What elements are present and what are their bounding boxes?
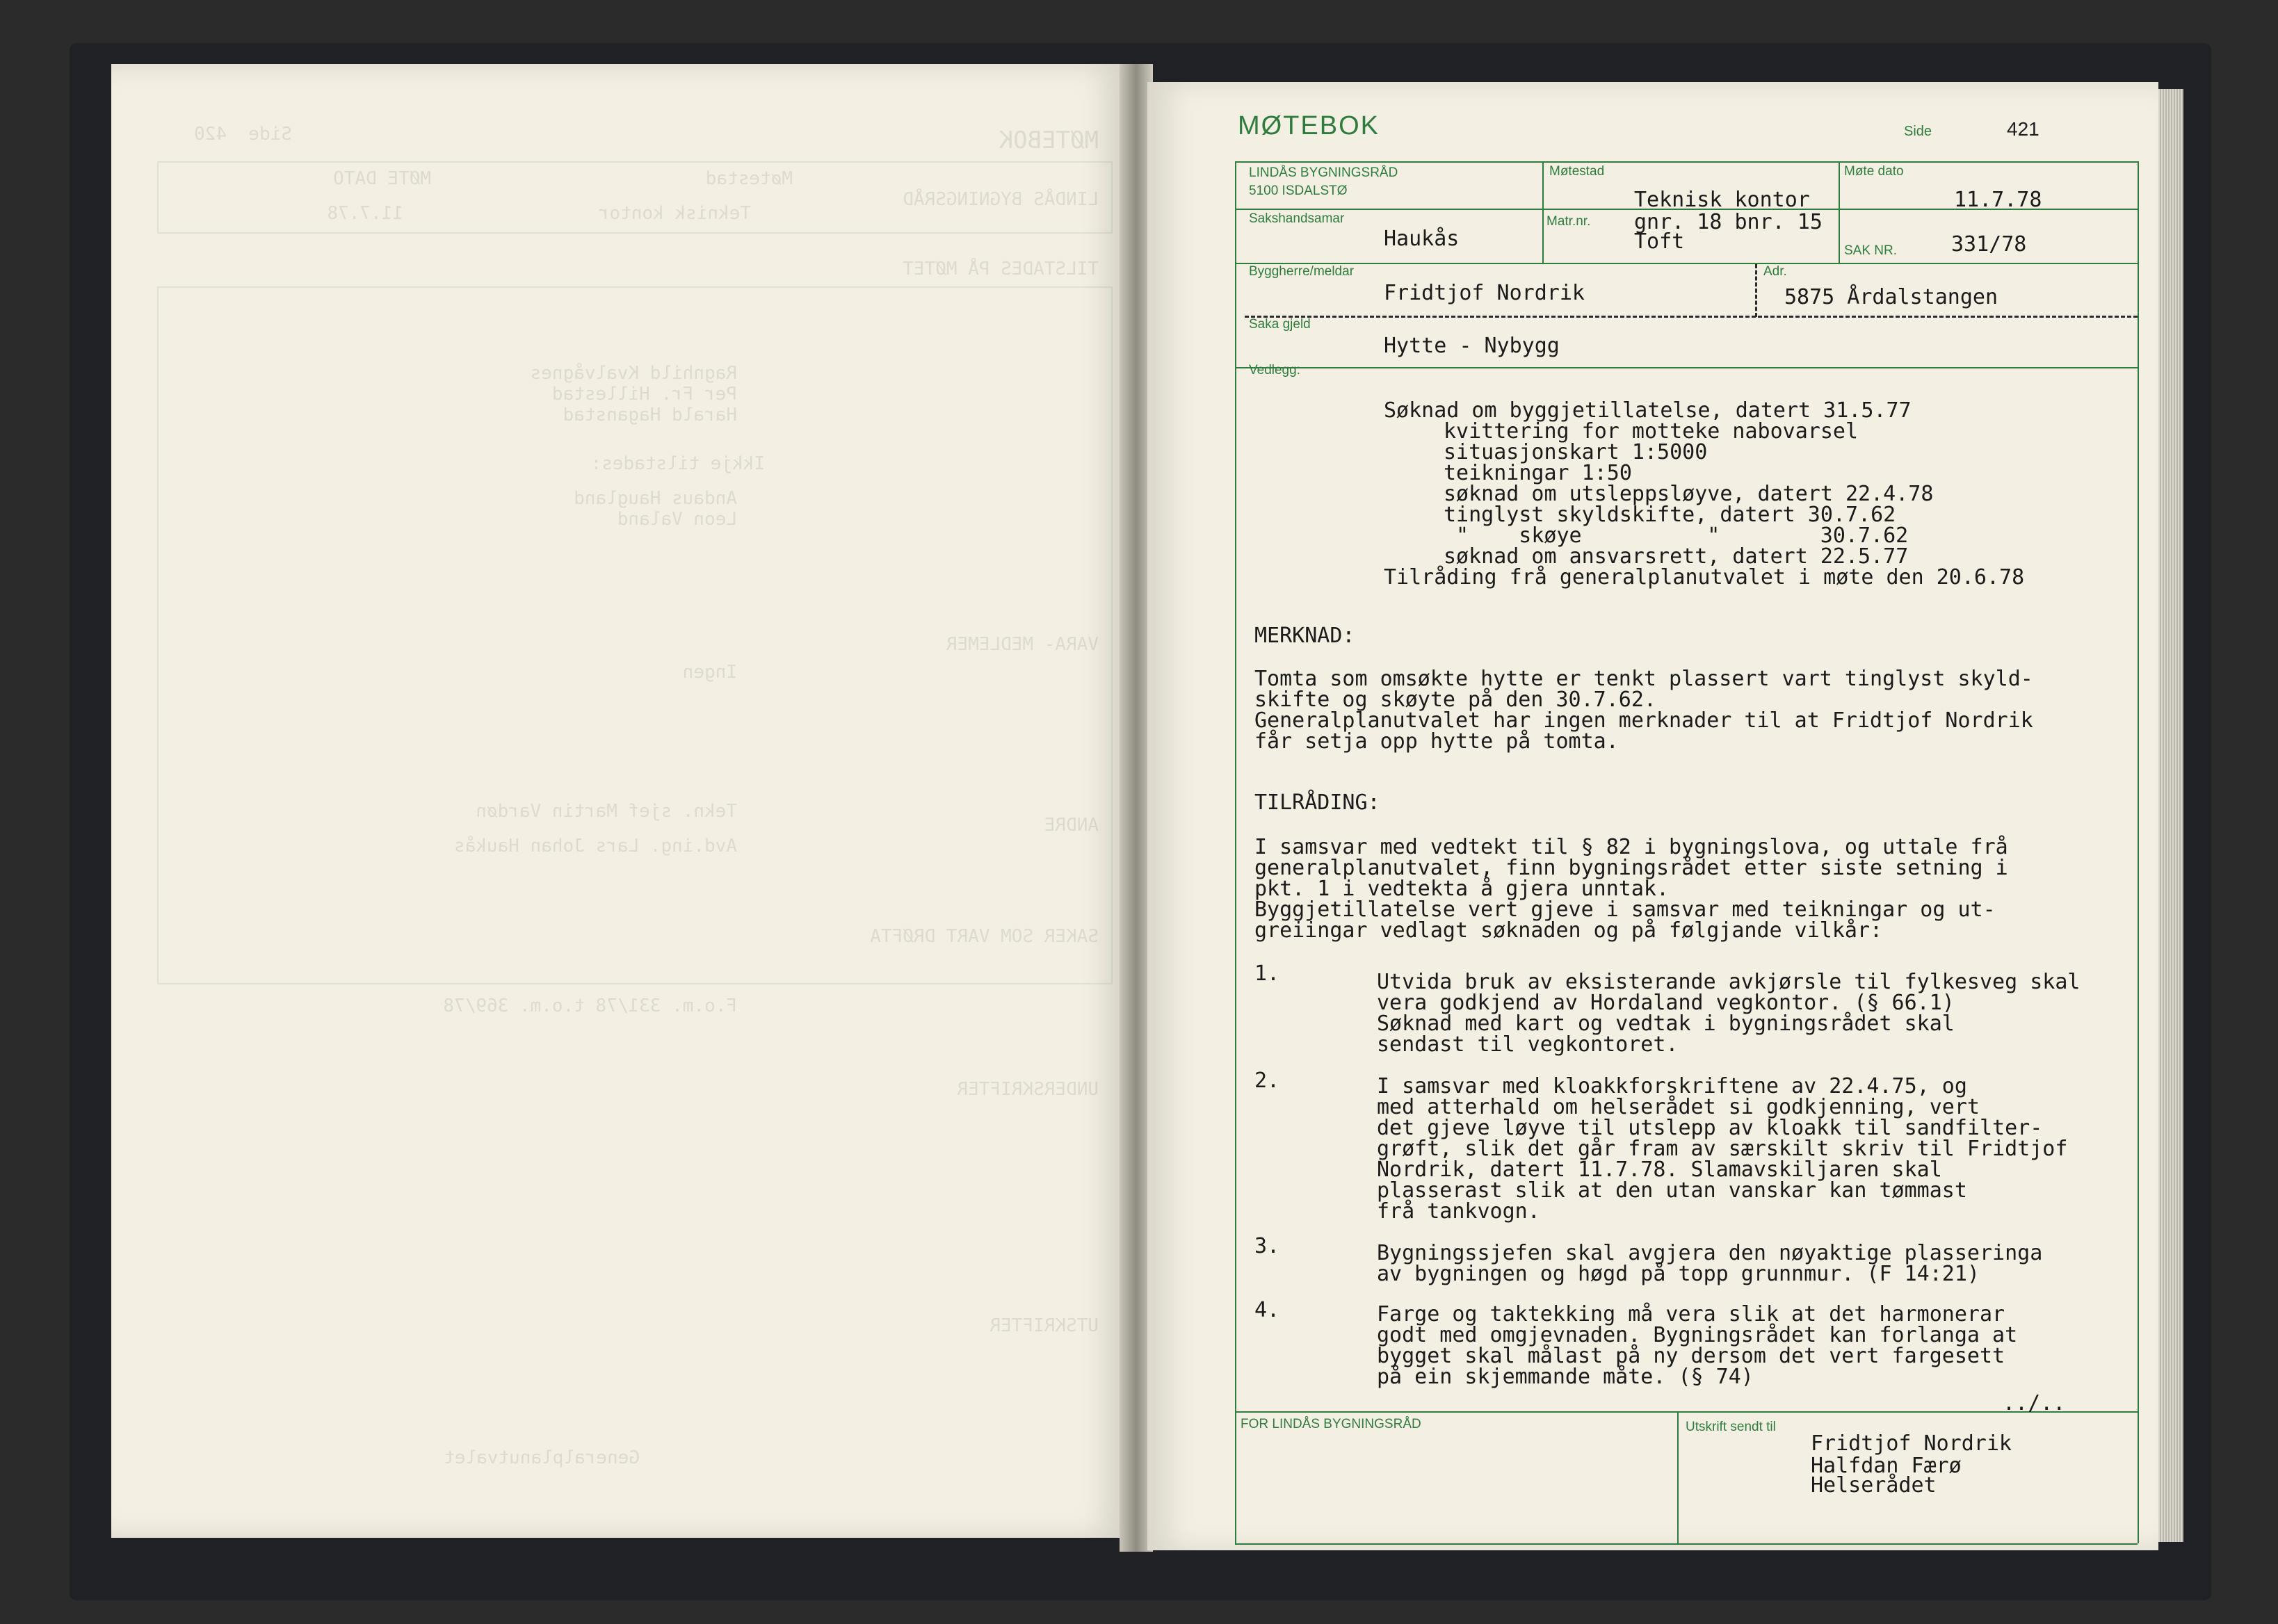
vedlegg-item: Tilråding frå generalplanutvalet i møte den 20.6.78 <box>1384 565 2025 590</box>
ghost-line: Andaus Haugland <box>574 488 737 509</box>
recipient: Fridtjof Nordrik <box>1811 1431 2012 1456</box>
vilkar-line: Farge og taktekking må vera slik at det harmonerar <box>1377 1302 2005 1326</box>
ghost-line: UNDERSKRIFTER <box>957 1079 1099 1100</box>
vedlegg-item: teikningar 1:50 <box>1444 461 1632 485</box>
ghost-line: Ragnhild Kvalvågnes <box>530 363 737 384</box>
vilkar-line: av bygningen og høgd på topp grunnmur. (F 14:21) <box>1377 1262 1980 1286</box>
ghost-line: Leon Valand <box>617 509 737 530</box>
merknad-heading: MERKNAD: <box>1254 624 1355 648</box>
merknad-line: skifte og skøyte på den 30.7.62. <box>1254 688 1656 712</box>
vilkar-line: frå tankvogn. <box>1377 1199 1540 1224</box>
ghost-line: VARA- MEDLEMER <box>946 634 1099 655</box>
merknad-line: Generalplanutvalet har ingen merknader til at Fridtjof Nordrik <box>1254 708 2033 733</box>
form-border-right <box>2138 161 2139 1543</box>
motestad-label: Møtestad <box>1549 164 1605 179</box>
sak-nr-label: SAK NR. <box>1844 243 1898 258</box>
adr-divider <box>1755 264 1757 317</box>
recipient: Halfdan Færø <box>1811 1454 1962 1478</box>
merknad-line: får setja opp hytte på tomta. <box>1254 729 1619 754</box>
ghost-line: Ingen <box>682 662 737 683</box>
saka-gjeld-value: Hytte - Nybygg <box>1384 334 1560 358</box>
mote-dato-label: Møte dato <box>1844 164 1904 179</box>
vedlegg-item: kvittering for motteke nabovarsel <box>1444 419 1859 444</box>
merknad-line: Tomta som omsøkte hytte er tenkt plassert vart tinglyst skyld- <box>1254 667 2033 691</box>
ghost-line: Tekn. sjef Martin Vardøn <box>476 801 737 822</box>
org-address: 5100 ISDALSTØ <box>1249 184 1348 198</box>
matr-label: Matr.nr. <box>1546 214 1591 229</box>
tilraading-line: I samsvar med vedtekt til § 82 i bygningslova, og uttale frå <box>1254 835 2008 859</box>
page-title: MØTEBOK <box>1238 111 1380 140</box>
for-label: FOR LINDÅS BYGNINGSRÅD <box>1241 1417 1421 1431</box>
vilkar-number: 2. <box>1254 1069 1280 1093</box>
sak-nr-value: 331/78 <box>1951 232 2027 257</box>
vedlegg-item: Søknad om byggjetillatelse, datert 31.5.77 <box>1384 398 1912 423</box>
vilkar-number: 1. <box>1254 961 1280 986</box>
vilkar-line: bygget skal målast på ny dersom det vert fargesett <box>1377 1344 2005 1368</box>
vilkar-line: plasserast slik at den utan vanskar kan tømmast <box>1377 1178 1967 1203</box>
sakshandsamar-value: Haukås <box>1384 227 1460 251</box>
mote-dato-value: 11.7.78 <box>1954 188 2042 212</box>
ghost-line: Møtestad <box>705 168 793 189</box>
vilkar-line: Bygningssjefen skal avgjera den nøyaktige plasseringa <box>1377 1241 2043 1265</box>
form-rule <box>1235 367 2138 368</box>
org-name: LINDÅS BYGNINGSRÅD <box>1249 165 1398 180</box>
ghost-line: Teknisk kontor <box>598 203 751 224</box>
vilkar-line: Nordrik, datert 11.7.78. Slamavskiljaren skal <box>1377 1158 1942 1182</box>
footer-divider <box>1677 1411 1679 1543</box>
ghost-line: UTSKRIFTER <box>989 1315 1099 1336</box>
byggherre-value: Fridtjof Nordrik <box>1384 281 1585 305</box>
motestad-value: Teknisk kontor <box>1634 188 1810 212</box>
utskrift-label: Utskrift sendt til <box>1686 1420 1776 1434</box>
vilkar-line: Utvida bruk av eksisterande avkjørsle til fylkesveg skal <box>1377 970 2081 994</box>
ghost-line: LINDÅS BYGNINGSRÅD <box>903 189 1099 210</box>
recipient: Helserådet <box>1811 1473 1937 1497</box>
saka-gjeld-label: Saka gjeld <box>1249 317 1311 332</box>
ghost-line: Avd.ing. Lars Johan Haukås <box>454 836 737 856</box>
vilkar-line: sendast til vegkontoret. <box>1377 1032 1679 1057</box>
tilraading-line: generalplanutvalet, finn bygningsrådet etter siste setning i <box>1254 856 2008 880</box>
tilraading-line: pkt. 1 i vedtekta å gjera unntak. <box>1254 877 1670 901</box>
form-border-bottom <box>1235 1543 2138 1545</box>
ghost-line: SAKER SOM VART DRØFTA <box>870 926 1099 947</box>
vedlegg-item: situasjonskart 1:5000 <box>1444 440 1708 464</box>
vilkar-line: grøft, slik det går fram av særskilt skriv til Fridtjof <box>1377 1137 2068 1161</box>
adr-label: Adr. <box>1763 264 1787 279</box>
form-divider <box>1542 161 1544 263</box>
page-edges <box>2158 89 2183 1542</box>
sakshandsamar-label: Sakshandsamar <box>1249 211 1345 226</box>
vilkar-number: 4. <box>1254 1298 1280 1322</box>
vilkar-line: det gjeve løyve til utslepp av kloakk til sandfilter- <box>1377 1116 2043 1140</box>
form-border-left <box>1235 161 1236 1543</box>
ghost-line: 11.7.78 <box>327 203 403 224</box>
ghost-line: Harald Haganstad <box>563 405 737 425</box>
ghost-line: Per Fr. Hillestad <box>551 384 737 405</box>
ghost-line: Side 420 <box>194 124 292 145</box>
side-label: Side <box>1904 124 1932 139</box>
bleed-through-text <box>111 64 1126 1538</box>
tilraading-line: Byggjetillatelse vert gjeve i samsvar med teikningar og ut- <box>1254 898 1996 922</box>
ghost-line: MØTE DATO <box>333 168 431 189</box>
ghost-line: TILSTADES PÅ MØTET <box>903 259 1099 279</box>
vilkar-number: 3. <box>1254 1234 1280 1258</box>
left-page <box>111 64 1126 1538</box>
vilkar-line: på ein skjemmande måte. (§ 74) <box>1377 1365 1754 1389</box>
vedlegg-item: tinglyst skyldskifte, datert 30.7.62 <box>1444 503 1896 527</box>
ghost-line: MØTEBOK <box>999 127 1099 154</box>
tilraading-line: greiingar vedlagt søknaden og på følgjande vilkår: <box>1254 918 1883 943</box>
matr-value: gnr. 18 bnr. 15 <box>1634 210 1823 234</box>
vilkar-line: godt med omgjevnaden. Bygningsrådet kan forlanga at <box>1377 1323 2018 1347</box>
ghost-line: Ikkje tilstades: <box>590 453 765 474</box>
vedlegg-item: søknad om ansvarsrett, datert 22.5.77 <box>1444 544 1909 569</box>
form-rule <box>1235 263 2138 264</box>
vedlegg-item: søknad om utsleppsløyve, datert 22.4.78 <box>1444 482 1934 506</box>
matr-value-place: Toft <box>1634 229 1685 254</box>
vedlegg-item: " skøye " 30.7.62 <box>1456 523 1909 548</box>
form-divider <box>1839 161 1840 263</box>
vilkar-line: med atterhald om helserådet si godkjenning, vert <box>1377 1095 1980 1119</box>
ghost-line: F.o.m. 331/78 t.o.m. 369/78 <box>443 996 737 1016</box>
page-number: 421 <box>2007 118 2039 140</box>
dashed-rule <box>1245 316 2138 318</box>
adr-value: 5875 Årdalstangen <box>1784 285 1998 309</box>
tilraading-heading: TILRÅDING: <box>1254 790 1380 815</box>
continued-mark: ../.. <box>2003 1391 2066 1415</box>
form-border-top <box>1235 161 2138 163</box>
vilkar-line: I samsvar med kloakkforskriftene av 22.4.75, og <box>1377 1074 1967 1098</box>
vilkar-line: vera godkjend av Hordaland vegkontor. (§ 66.1) <box>1377 991 1955 1015</box>
vilkar-line: Søknad med kart og vedtak i bygningsrådet skal <box>1377 1012 1955 1036</box>
vedlegg-label: Vedlegg: <box>1249 363 1300 377</box>
ghost-line: ANDRE <box>1044 815 1099 836</box>
byggherre-label: Byggherre/meldar <box>1249 264 1355 279</box>
ghost-line: Generalplanutvalet <box>444 1447 640 1468</box>
